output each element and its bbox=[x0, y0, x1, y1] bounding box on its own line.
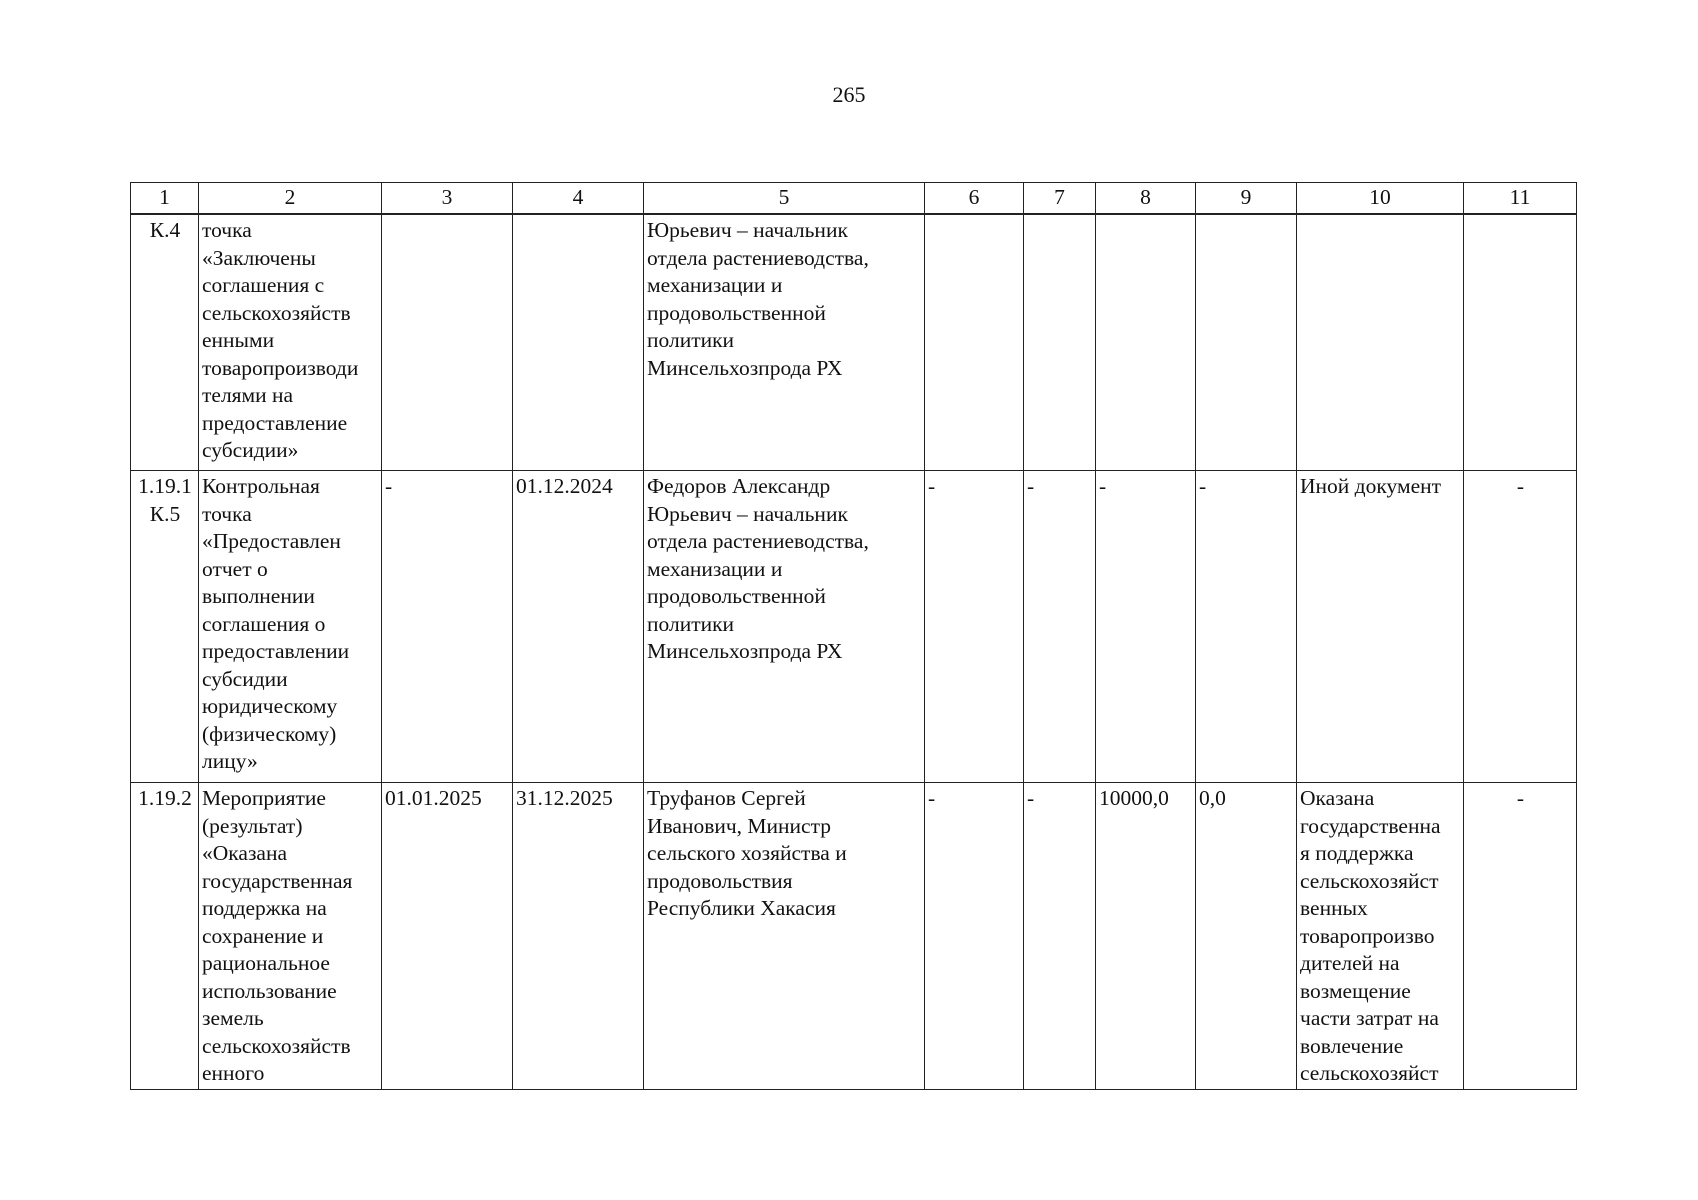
row-name-line: (результат) bbox=[202, 813, 303, 838]
col6-cell: - bbox=[925, 783, 1024, 1090]
col-header: 3 bbox=[382, 183, 513, 215]
row-name-line: Контрольная bbox=[202, 474, 320, 498]
row-name-line: (физическому) bbox=[202, 721, 337, 746]
row-name-line: субсидии» bbox=[202, 438, 299, 462]
responsible-line: Минсельхозпрода РХ bbox=[647, 355, 843, 380]
responsible-line: политики bbox=[647, 611, 735, 636]
row-number-line: 1.19.1 bbox=[138, 474, 192, 498]
table-row bbox=[131, 471, 1577, 783]
row-name-line: государственная bbox=[202, 868, 353, 893]
col10-line: венных bbox=[1300, 896, 1368, 920]
table-row bbox=[131, 214, 1577, 471]
row-name-line: «Предоставлен bbox=[202, 529, 341, 553]
row-name-line: выполнении bbox=[202, 584, 315, 608]
col10-line: я поддержка bbox=[1300, 841, 1414, 865]
row-name-line: точка bbox=[202, 218, 252, 242]
row-name-line: рациональное bbox=[202, 951, 330, 975]
responsible-line: продовольственной bbox=[647, 584, 826, 608]
responsible-cell bbox=[644, 783, 925, 1090]
responsible-line: Юрьевич – начальник bbox=[647, 218, 848, 242]
col10-line: государственна bbox=[1300, 813, 1441, 838]
row-number-cell bbox=[131, 471, 199, 783]
col10-line: возмещение bbox=[1300, 978, 1411, 1003]
col10-line: сельскохозяйст bbox=[1300, 868, 1439, 893]
responsible-cell bbox=[644, 214, 925, 471]
row-name-line: сохранение и bbox=[202, 923, 324, 948]
responsible-line: продовольственной bbox=[647, 300, 826, 325]
col10-cell bbox=[1297, 471, 1464, 783]
row-name-line: телями на bbox=[202, 383, 294, 407]
header-row bbox=[131, 183, 1577, 215]
responsible-line: Труфанов Сергей bbox=[647, 786, 806, 810]
col10-line: сельскохозяйст bbox=[1300, 1061, 1439, 1085]
col10-line: части затрат на bbox=[1300, 1006, 1439, 1030]
page-number: 265 bbox=[832, 82, 866, 107]
responsible-line: механизации и bbox=[647, 556, 783, 581]
responsible-line: отдела растениеводства, bbox=[647, 529, 869, 553]
col11-cell bbox=[1464, 214, 1577, 471]
col-header: 10 bbox=[1297, 183, 1464, 215]
col11-cell: - bbox=[1464, 471, 1577, 783]
responsible-line: Иванович, Министр bbox=[647, 813, 831, 838]
row-name-line: предоставление bbox=[202, 410, 348, 435]
row-name-cell bbox=[199, 471, 382, 783]
col10-cell bbox=[1297, 214, 1464, 471]
row-name-line: сельскохозяйств bbox=[202, 1033, 351, 1058]
col7-cell: - bbox=[1024, 471, 1096, 783]
col10-line: Иной документ bbox=[1300, 474, 1442, 498]
responsible-line: Республики Хакасия bbox=[647, 896, 836, 920]
col-header: 7 bbox=[1024, 183, 1096, 215]
col10-line: товаропроизво bbox=[1300, 923, 1435, 948]
responsible-line: Юрьевич – начальник bbox=[647, 501, 848, 526]
row-name-line: Мероприятие bbox=[202, 786, 326, 810]
col-header: 4 bbox=[513, 183, 644, 215]
row-name-line: енного bbox=[202, 1061, 265, 1085]
row-name-line: юридическому bbox=[202, 694, 338, 718]
col9-cell: - bbox=[1196, 471, 1297, 783]
col-header: 8 bbox=[1096, 183, 1196, 215]
col-header: 11 bbox=[1464, 183, 1577, 215]
col8-cell: - bbox=[1096, 471, 1196, 783]
row-name-line: лицу» bbox=[202, 749, 258, 773]
col-header: 2 bbox=[199, 183, 382, 215]
row-number-line: К.4 bbox=[149, 218, 181, 242]
col8-cell bbox=[1096, 214, 1196, 471]
responsible-line: политики bbox=[647, 328, 735, 352]
row-name-line: отчет о bbox=[202, 556, 268, 581]
responsible-line: Минсельхозпрода РХ bbox=[647, 639, 843, 663]
col7-cell: - bbox=[1024, 783, 1096, 1090]
row-name-line: соглашения с bbox=[202, 273, 325, 297]
col7-cell bbox=[1024, 214, 1096, 471]
row-name-line: сельскохозяйств bbox=[202, 300, 351, 325]
start-date-cell: 01.01.2025 bbox=[382, 783, 513, 1090]
end-date-cell: 31.12.2025 bbox=[513, 783, 644, 1090]
col8-cell: 10000,0 bbox=[1096, 783, 1196, 1090]
end-date-cell: 01.12.2024 bbox=[513, 471, 644, 783]
row-name-cell bbox=[199, 214, 382, 471]
responsible-line: продовольствия bbox=[647, 868, 793, 893]
col6-cell: - bbox=[925, 471, 1024, 783]
data-table bbox=[130, 182, 1577, 1090]
col-header: 6 bbox=[925, 183, 1024, 215]
row-name-line: енными bbox=[202, 328, 275, 352]
col10-line: вовлечение bbox=[1300, 1033, 1404, 1058]
row-number-line: К.5 bbox=[149, 501, 181, 526]
responsible-line: отдела растениеводства, bbox=[647, 245, 869, 270]
row-name-line: товаропроизводи bbox=[202, 355, 359, 380]
row-name-cell bbox=[199, 783, 382, 1090]
col10-line: дителей на bbox=[1300, 951, 1400, 975]
row-name-line: использование bbox=[202, 978, 337, 1003]
row-name-line: соглашения о bbox=[202, 611, 326, 636]
row-number-line: 1.19.2 bbox=[138, 786, 192, 810]
row-name-line: «Оказана bbox=[202, 841, 288, 865]
row-number-cell bbox=[131, 214, 199, 471]
row-name-line: субсидии bbox=[202, 666, 288, 691]
row-name-line: поддержка на bbox=[202, 896, 327, 920]
col9-cell bbox=[1196, 214, 1297, 471]
responsible-line: Федоров Александр bbox=[647, 474, 831, 498]
start-date-cell bbox=[382, 214, 513, 471]
col11-cell: - bbox=[1464, 783, 1577, 1090]
responsible-line: сельского хозяйства и bbox=[647, 841, 847, 865]
start-date-cell: - bbox=[382, 471, 513, 783]
col10-cell bbox=[1297, 783, 1464, 1090]
col-header: 5 bbox=[644, 183, 925, 215]
responsible-line: механизации и bbox=[647, 273, 783, 297]
row-name-line: земель bbox=[202, 1006, 264, 1030]
row-name-line: «Заключены bbox=[202, 245, 316, 270]
row-name-line: точка bbox=[202, 501, 252, 526]
end-date-cell bbox=[513, 214, 644, 471]
col-header: 1 bbox=[131, 183, 199, 215]
col10-line: Оказана bbox=[1300, 786, 1375, 810]
row-name-line: предоставлении bbox=[202, 639, 350, 663]
col9-cell: 0,0 bbox=[1196, 783, 1297, 1090]
responsible-cell bbox=[644, 471, 925, 783]
table-row bbox=[131, 783, 1577, 1090]
col6-cell bbox=[925, 214, 1024, 471]
col-header: 9 bbox=[1196, 183, 1297, 215]
row-number-cell bbox=[131, 783, 199, 1090]
